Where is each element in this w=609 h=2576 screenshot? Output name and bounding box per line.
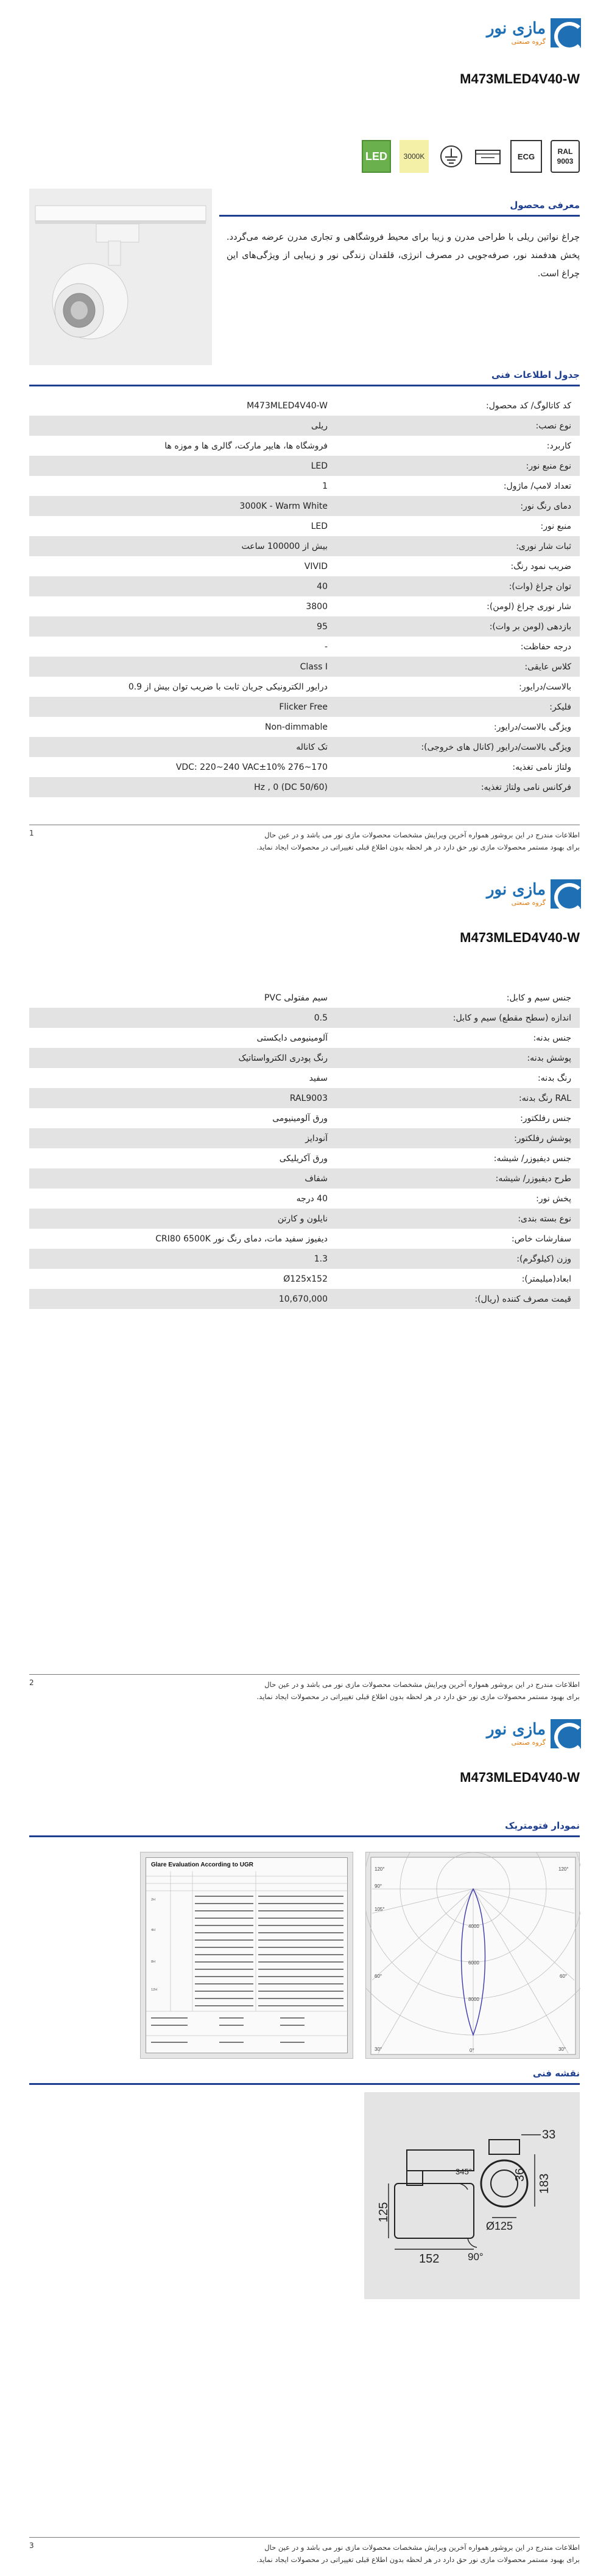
polar-ring-6000: 6000 [468, 1960, 479, 1966]
spec-row [29, 1189, 580, 1209]
svg-text:4H: 4H [151, 1929, 156, 1932]
surface-mount-icon [474, 140, 502, 173]
spec-value: 1 [322, 481, 328, 491]
spec-value: فروشگاه ها، هایپر مارکت، گالری ها و موزه ها [164, 441, 328, 451]
spec-label: وزن (کیلوگرم): [516, 1254, 571, 1264]
brand-name: مازی نور [486, 881, 546, 899]
spec-row [29, 1108, 580, 1128]
spec-row [29, 637, 580, 657]
glare-table [140, 1852, 353, 2059]
spec-row [29, 1249, 580, 1269]
brand-name: مازی نور [486, 19, 546, 38]
spec-row [29, 777, 580, 797]
spec-value: 40 [317, 581, 328, 592]
glare-table-inner [146, 1857, 348, 2053]
spec-label: توان چراغ (وات): [509, 581, 571, 592]
spec-label: پوشش بدنه: [527, 1053, 571, 1063]
spec-label: کد کاتالوگ/ کد محصول: [485, 400, 571, 411]
spec-label: جنس دیفیوزر/ شیشه: [493, 1153, 571, 1164]
page-number: 2 [29, 1678, 34, 1687]
spec-value: رنگ پودری الکترواستاتیک [238, 1053, 328, 1063]
spec-value: 10,670,000 [278, 1294, 328, 1304]
led-badge: LED [362, 140, 391, 173]
spec-value: 40 درجه [296, 1193, 328, 1204]
feature-badges [362, 137, 580, 176]
polar-label-60r: 60° [560, 1974, 568, 1979]
spec-row [29, 396, 580, 416]
spec-value: ریلی [311, 421, 328, 431]
page-1 [0, 0, 609, 860]
footer-line-1: اطلاعات مندرج در این بروشور همواره آخرین ویرایش مشخصات محصولات مازی نور می باشد و در عین حال [264, 1680, 580, 1689]
spec-value: شفاف [304, 1173, 328, 1184]
ecg-badge: ECG [510, 140, 542, 173]
spec-row [29, 1229, 580, 1249]
spec-row [29, 657, 580, 677]
spec-label: بالاست/درایور: [519, 682, 571, 692]
spec-table-2 [29, 988, 580, 1309]
spec-label: بازدهی (لومن بر وات): [489, 621, 571, 632]
spec-value: VIVID [304, 561, 328, 571]
spec-row [29, 1269, 580, 1289]
footer-line-1: اطلاعات مندرج در این بروشور همواره آخرین ویرایش مشخصات محصولات مازی نور می باشد و در عین حال [264, 2543, 580, 2552]
polar-diagram [365, 1852, 580, 2059]
spec-value: (Hz , 0 (DC 50/60 [254, 782, 328, 792]
drawing-rule [29, 2083, 580, 2085]
page-number: 1 [29, 829, 34, 837]
spec-label: طرح دیفیوزر/ شیشه: [495, 1173, 571, 1184]
model-title: M473MLED4V40-W [460, 930, 580, 945]
dim-33: 33 [542, 2128, 556, 2141]
intro-text: چراغ نواتین ریلی با طراحی مدرن و زیبا برای محیط فروشگاهی و تجاری مدرن عرضه می‌گردد. پخش هدفمند نور، صرفه‌جویی در مصرف انرژی، قلقدان زندگی نور و زیبایی از ویژگی‌های این چراغ است. [227, 232, 580, 279]
ral-badge-top: RAL [557, 147, 573, 156]
spec-value: دیفیوز سفید مات، دمای رنگ نور CRI80 6500K [155, 1234, 328, 1244]
spec-label: جنس سیم و کابل: [506, 993, 571, 1003]
spec-value: Flicker Free [279, 702, 328, 712]
spec-label: پخش نور: [536, 1193, 571, 1204]
spec-row [29, 697, 580, 717]
spec-row [29, 988, 580, 1008]
spec-row [29, 1068, 580, 1088]
spec-row [29, 1008, 580, 1028]
spec-label: نوع منبع نور: [526, 461, 571, 471]
polar-label-105: 105° [375, 1907, 385, 1912]
spec-label: ثبات شار نوری: [516, 541, 571, 551]
spec-value: 3000K - Warm White [239, 501, 328, 511]
spec-label: جنس رفلکتور: [520, 1113, 571, 1123]
brand-mark-icon [551, 1719, 581, 1748]
photometry-title: نمودار فتومتریک [505, 1820, 580, 1831]
spec-label: نوع نصب: [535, 421, 571, 431]
footer-line-2: برای بهبود مستمر محصولات مازی نور حق دارد در هر لحظه بدون اطلاع قبلی تغییراتی در محصولات ایجاد نماید. [256, 2555, 580, 2564]
footer-line-2: برای بهبود مستمر محصولات مازی نور حق دارد در هر لحظه بدون اطلاع قبلی تغییراتی در محصولات ایجاد نماید. [256, 843, 580, 851]
brand-tagline: گروه صنعتی [511, 899, 546, 907]
spec-value: درایور الکترونیکی جریان ثابت با ضریب توان بیش از 0.9 [128, 682, 328, 692]
spec-value: 0.5 [314, 1013, 328, 1023]
brand-logo [465, 1719, 581, 1753]
spec-row [29, 516, 580, 536]
dim-345: 345° [456, 2167, 472, 2176]
technical-drawing [364, 2092, 580, 2299]
spec-value: 3800 [306, 601, 328, 612]
dim-125: 125 [377, 2202, 390, 2222]
brand-tagline: گروه صنعتی [511, 38, 546, 46]
spec-label: نوع بسته بندی: [518, 1213, 571, 1224]
polar-label-120: 120° [375, 1866, 385, 1872]
spec-value: آلومینیومی دایکستی [256, 1033, 328, 1043]
spec-row [29, 677, 580, 697]
spec-label: اندازه (سطح مقطع) سیم و کابل: [452, 1013, 571, 1023]
spec-row [29, 737, 580, 757]
dim-152: 152 [419, 2252, 440, 2266]
brand-mark-icon [551, 18, 581, 47]
footer-note [117, 2541, 580, 2566]
brand-mark-icon [551, 879, 581, 909]
footer-note [117, 829, 580, 853]
footer-line-2: برای بهبود مستمر محصولات مازی نور حق دارد در هر لحظه بدون اطلاع قبلی تغییراتی در محصولات ایجاد نماید. [256, 1692, 580, 1701]
svg-text:12H: 12H [151, 1988, 158, 1992]
spec-label: رنگ بدنه: [537, 1073, 571, 1083]
spec-label: ولتاژ نامی تغذیه: [512, 762, 571, 772]
svg-text:2H: 2H [151, 1898, 156, 1902]
spec-row [29, 1128, 580, 1148]
spec-row [29, 1048, 580, 1068]
spec-value: آنودایز [305, 1133, 328, 1143]
brand-name: مازی نور [486, 1720, 546, 1739]
spec-row [29, 1148, 580, 1168]
spec-value: سفید [309, 1073, 328, 1083]
page-2 [0, 860, 609, 1718]
spec-label: دمای رنگ نور: [520, 501, 571, 511]
footer-rule [29, 1674, 580, 1675]
footer-line-1: اطلاعات مندرج در این بروشور همواره آخرین ویرایش مشخصات محصولات مازی نور می باشد و در عین حال [264, 831, 580, 839]
spec-label: کلاس عایقی: [524, 661, 571, 672]
spec-value: 1.3 [314, 1254, 328, 1264]
photometry-rule [29, 1835, 580, 1837]
spec-row [29, 616, 580, 637]
spec-value: 95 [317, 621, 328, 632]
model-title: M473MLED4V40-W [460, 1770, 580, 1785]
ral-badge [551, 140, 580, 173]
dim-183: 183 [538, 2173, 551, 2194]
brand-logo [465, 18, 581, 52]
footer-rule [29, 2537, 580, 2538]
spec-label: RAL رنگ بدنه: [519, 1093, 571, 1103]
spec-row [29, 1088, 580, 1108]
dim-36: 36 [513, 2168, 527, 2182]
spec-value: نایلون و کارتن [277, 1213, 328, 1224]
spec-value: سیم مفتولی PVC [264, 993, 328, 1003]
spec-label: کاربرد: [546, 441, 571, 451]
spec-row [29, 1028, 580, 1048]
spec-value: Class I [300, 661, 328, 672]
spec-row [29, 476, 580, 496]
polar-label-0: 0° [470, 2048, 474, 2053]
cct-badge: 3000K [400, 140, 429, 173]
spec-label: فرکانس نامی ولتاژ تغذیه: [481, 782, 571, 792]
spec-row [29, 757, 580, 777]
spec-label: ویژگی بالاست/درایور: [494, 722, 571, 732]
spec-label: قیمت مصرف کننده (ریال): [474, 1294, 571, 1304]
dim-90: 90° [468, 2251, 484, 2263]
specs-title: جدول اطلاعات فنی [491, 369, 580, 380]
ground-class-icon [437, 140, 465, 173]
specs-rule [29, 385, 580, 386]
spec-label: ضریب نمود رنگ: [510, 561, 571, 571]
brand-logo [465, 879, 581, 913]
spec-value: تک کاناله [296, 742, 328, 752]
glare-table-title: Glare Evaluation According to UGR [151, 1862, 253, 1868]
spec-row [29, 436, 580, 456]
ral-badge-bottom: 9003 [557, 157, 574, 166]
spec-row [29, 576, 580, 596]
spec-row [29, 1209, 580, 1229]
polar-label-30: 30° [375, 2047, 382, 2052]
polar-label-120r: 120° [558, 1866, 569, 1872]
spec-value: Ø125x152 [283, 1274, 328, 1284]
spec-row [29, 536, 580, 556]
polar-label-60: 60° [375, 1974, 382, 1979]
polar-ring-8000: 8000 [468, 1997, 479, 2002]
spec-value: ورق آکریلیکی [279, 1153, 328, 1164]
spec-value: VDC: 220~240 VAC±10% 276~170 [175, 762, 328, 772]
spec-value: بیش از 100000 ساعت [241, 541, 328, 551]
page-number: 3 [29, 2541, 34, 2550]
spec-row [29, 717, 580, 737]
intro-title: معرفی محصول [510, 200, 580, 211]
spec-row [29, 496, 580, 516]
spec-row [29, 416, 580, 436]
spec-label: شار نوری چراغ (لومن): [487, 601, 571, 612]
svg-text:8H: 8H [151, 1960, 156, 1964]
polar-ring-4000: 4000 [468, 1924, 479, 1929]
spec-label: جنس بدنه: [533, 1033, 571, 1043]
spec-value: - [324, 641, 328, 652]
spec-row [29, 556, 580, 576]
spec-label: تعداد لامپ/ ماژول: [503, 481, 571, 491]
spec-value: M473MLED4V40-W [247, 400, 328, 411]
page-3 [0, 1718, 609, 2576]
spec-label: پوشش رفلکتور: [514, 1133, 571, 1143]
spec-value: LED [311, 461, 328, 471]
spec-label: درجه حفاظت: [520, 641, 571, 652]
intro-rule [219, 215, 580, 217]
spec-label: ویژگی بالاست/درایور (کانال های خروجی): [421, 742, 571, 752]
model-title: M473MLED4V40-W [460, 71, 580, 86]
spec-label: سفارشات خاص: [511, 1234, 571, 1244]
polar-label-30r: 30° [558, 2047, 566, 2052]
spec-row [29, 1289, 580, 1309]
brand-tagline: گروه صنعتی [511, 1739, 546, 1747]
footer-note [117, 1678, 580, 1703]
spec-label: منبع نور: [540, 521, 571, 531]
spec-value: Non-dimmable [265, 722, 328, 732]
spec-table-1 [29, 396, 580, 797]
spec-value: LED [311, 521, 328, 531]
spec-row [29, 1168, 580, 1189]
product-photo [29, 189, 212, 365]
drawing-title: نقشه فنی [532, 2068, 580, 2079]
spec-label: فلیکر: [549, 702, 571, 712]
spec-value: RAL9003 [289, 1093, 328, 1103]
dim-o125: Ø125 [486, 2220, 513, 2232]
spec-value: ورق آلومینیومی [272, 1113, 328, 1123]
polar-label-90: 90° [375, 1883, 382, 1889]
spec-label: ابعاد(میلیمتر): [521, 1274, 571, 1284]
spec-row [29, 596, 580, 616]
spec-row [29, 456, 580, 476]
